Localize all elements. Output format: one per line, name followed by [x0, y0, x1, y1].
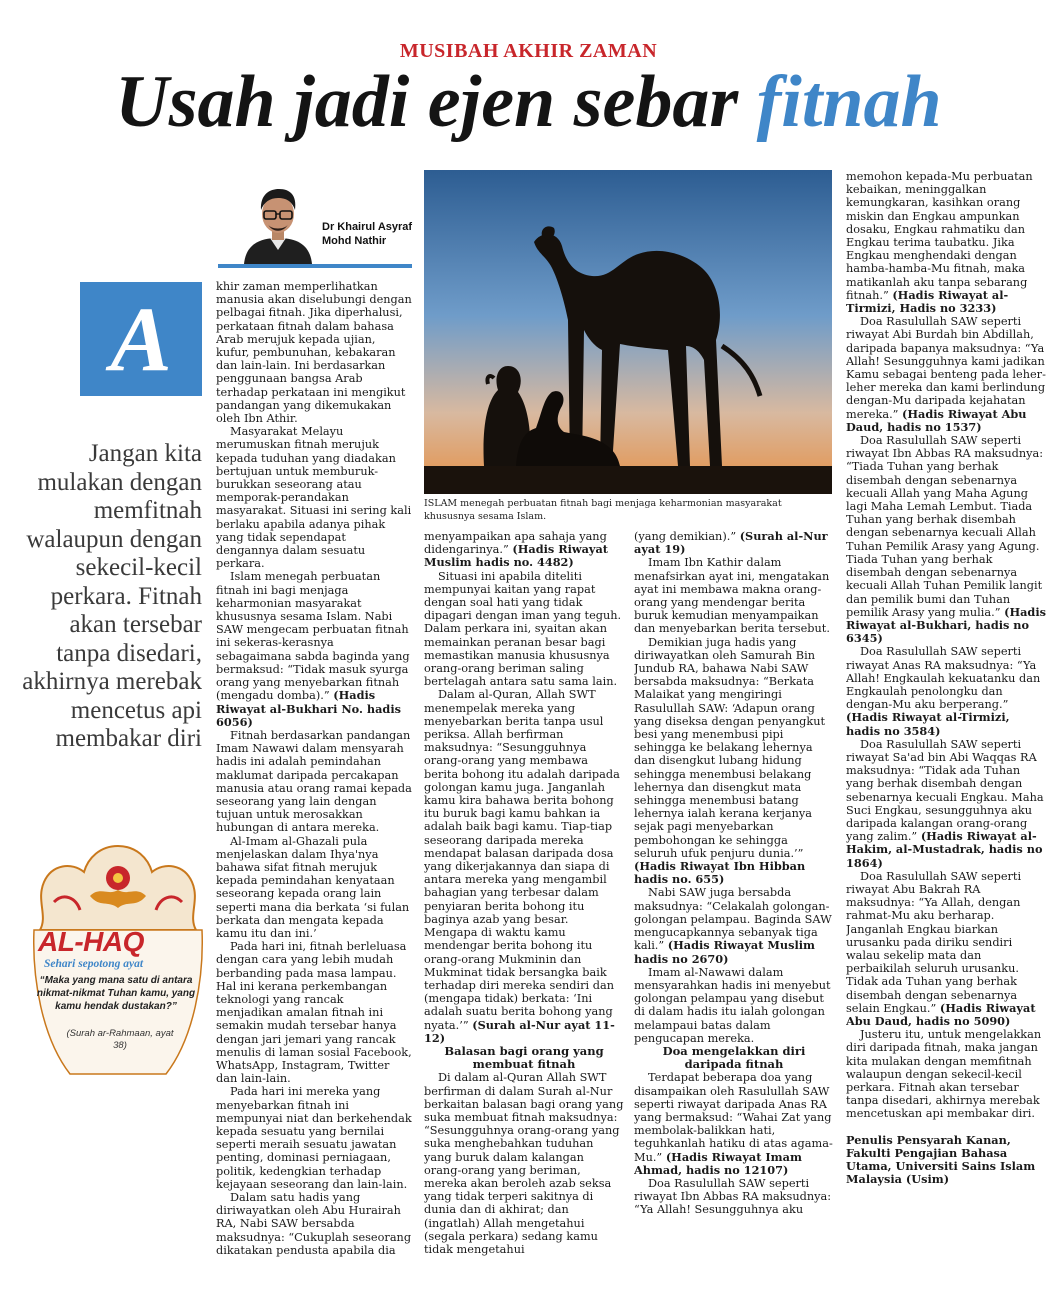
article-column-3 [634, 530, 834, 1280]
citation: (Hadis Riwayat Muslim hadis no. 4482) [424, 542, 609, 570]
photo-caption: ISLAM menegah perbuatan fitnah bagi menjaga keharmonian masyarakat khususnya sesama Islam. [424, 498, 782, 522]
paragraph-text: Nabi SAW juga bersabda maksudnya: “Celakalah golongan-golongan pelampau. Baginda SAW mengucapkannya sebanyak tiga kali.” [634, 886, 832, 953]
paragraph [424, 530, 624, 570]
paragraph: Imam al-Nawawi dalam mensyarahkan hadis ini menyebut golongan pelampau yang disebut di dalam hadis itu ialah golongan melampaui batas dalam pengucapan mereka. [634, 965, 831, 1045]
author-avatar [240, 178, 316, 264]
paragraph: Justeru itu, untuk mengelakkan diri daripada fitnah, maka jangan kita mulakan dengan memfitnah walaupun dengan sekecil-kecil perkara. Fitnah akan tersebar tanpa disedari, akhirnya merebak mencetuskan api membakar diri. [846, 1028, 1042, 1121]
paragraph-text: Islam menegah perbuatan fitnah ini bagi menjaga keharmonian masyarakat khususnya sesama Islam. Nabi SAW mengecam perbuatan fitnah ini sekeras-kerasnya sebagaimana sabda baginda yang bermaksud: “Tidak masuk syurga orang yang menyebarkan fitnah (mengadu domba).” [216, 570, 410, 703]
paragraph [846, 645, 1046, 737]
article-column-1 [216, 280, 412, 1280]
citation: (Hadis Riwayat Ibn Hibban hadis no. 655) [634, 859, 806, 887]
paragraph [846, 870, 1046, 1028]
citation: (Hadis Riwayat Muslim hadis no 2670) [634, 938, 815, 966]
paragraph: Fitnah berdasarkan pandangan Imam Nawawi dalam mensyarah hadis ini adalah pemindahan maklumat daripada percakapan manusia atau orang ramai kepada seseorang yang lain dengan tujuan untuk merosakkan hubungan di antara mereka. [216, 728, 412, 835]
citation: (Hadis Riwayat al-Hakim, al-Mustadrak, hadis no 1864) [846, 829, 1043, 870]
headline-accent: fitnah [756, 61, 942, 143]
citation: (Hadis Riwayat al-Bukhari No. hadis 6056) [216, 688, 401, 729]
citation: (Hadis Riwayat al-Bukhari, hadis no 6345) [846, 604, 1046, 646]
paragraph: Pada hari ini mereka yang menyebarkan fitnah ini mempunyai niat dan berkehendak kepada sesuatu yang bernilai seperti meraih sesuatu jawatan penting, dominasi perniagaan, politik, kedengkian terhadap kejayaan seseorang dan lain-lain. [216, 1085, 412, 1191]
citation: (Hadis Riwayat Abu Daud, hadis no 5090) [846, 1000, 1036, 1028]
paragraph [424, 688, 624, 1044]
paragraph-text: Doa Rasulullah SAW seperti riwayat Abi Burdah bin Abdillah, daripada bapanya maksudnya: “Ya Allah! Sesungguhnya kami jadikan Kamu sebagai benteng pada leher-leher mereka dan kami berlindung dengan-Mu daripada kejahatan mereka.” [846, 315, 1046, 421]
paragraph [846, 738, 1046, 870]
paragraph: Situasi ini apabila diteliti mempunyai kaitan yang rapat dengan soal hati yang tidak dipagari dengan iman yang teguh. Dalam perkara ini, syaitan akan memainkan peranan besar bagi memastikan manusia khususnya orang-orang beriman saling bertelagah antara satu sama lain. [424, 569, 622, 689]
paragraph-text: Doa Rasulullah SAW seperti riwayat Sa'ad bin Abi Waqqas RA maksudnya: “Tidak ada Tuhan yang berhak disembah dengan sebenarnya kecuali Engkau. Maha Suci Engkau, sesungguhnya aku daripada kalangan orang-orang yang zalim.” [846, 737, 1044, 844]
paragraph [634, 1071, 834, 1177]
article-column-2 [424, 530, 624, 1280]
paragraph-text: menyampaikan apa sahaja yang didengarinya.” [424, 530, 607, 557]
paragraph: khir zaman memperlihatkan manusia akan diselubungi dengan pelbagai fitnah. Jika diperhalusi, perkataan fitnah dalam bahasa Arab merujuk kepada ujian, kufur, pembunuhan, kebakaran dan lain-lain. Ini berdasarkan penggunaan bangsa Arab terhadap perkataan ini mengikut pandangan yang dikemukakan oleh Ibn Athir. [216, 280, 412, 426]
paragraph [634, 636, 834, 887]
paragraph: Dalam satu hadis yang diriwayatkan oleh Abu Hurairah RA, Nabi SAW bersabda maksudnya: “Cukuplah seseorang dikatakan pendusta apabila dia [216, 1191, 412, 1257]
paragraph-text: Demikian juga hadis yang diriwayatkan oleh Samurah Bin Jundub RA, bahawa Nabi SAW bersabda maksudnya: “Berkata Malaikat yang mengiringi Rasulullah SAW: ‘Adapun orang yang diseksa dengan penyangkut besi yang menembusi pipi sehingga ke belakang lehernya dan disengkut lubang hidung sehingga menembusi belakang lehernya dan disengkut mata sehingga menembusi batang lehernya ialah kerana kerjanya sejak pagi menyebarkan pembohongan ke sehingga seluruh ufuk penjuru dunia.’” [634, 635, 826, 860]
section-kicker: MUSIBAH AKHIR ZAMAN [399, 40, 658, 62]
camel-photo [424, 170, 832, 494]
citation: (Hadis Riwayat al-Tirmizi, Hadis no 3233) [846, 287, 1009, 316]
paragraph-text: Dalam al-Quran, Allah SWT menempelak mereka yang menyebarkan berita tanpa usul periksa. Allah berfirman maksudnya: “Sesungguhnya orang-orang yang membawa berita bohong itu adalah daripada golongan kamu juga. Janganlah kamu kira bahawa berita bohong itu buruk bagi kamu bahkan ia adalah baik bagi kamu. Tiap-tiap seseorang daripada mereka mendapat balasan daripada dosa yang dikerjakannya dan siapa di antara mereka yang mengambil bahagian yang terbesar dalam penyiaran berita bohong itu baginya azab yang besar. Mengapa di waktu kamu mendengar berita bohong itu orang-orang Mukminin dan Mukminat tidak bersangka baik terhadap diri mereka sendiri dan (mengapa tidak) berkata: ‘Ini adalah suatu berita bohong yang nyata.’” [424, 688, 620, 1032]
author-name: Dr Khairul Asyraf Mohd Nathir [322, 221, 413, 247]
al-haq-box [30, 838, 206, 1082]
citation: (Surah al-Nur ayat 19) [634, 530, 828, 557]
subheading: Balasan bagi orang yang membuat fitnah [444, 1043, 604, 1072]
paragraph-text: Terdapat beberapa doa yang disampaikan oleh Rasulullah SAW seperti riwayat daripada Anas RA yang bermaksud: “Wahai Zat yang membolak-balikkan hati, teguhkanlah hatiku di atas agama-Mu.” [634, 1071, 833, 1164]
paragraph [634, 886, 834, 965]
citation: (Hadis Riwayat Imam Ahmad, hadis no 12107) [634, 1149, 802, 1177]
paragraph [846, 170, 1046, 315]
pull-quote: Jangan kita mulakan dengan memfitnah walaupun dengan sekecil-kecil perkara. Fitnah akan tersebar tanpa disedari, akhirnya merebak mencetus api membakar diri [22, 440, 202, 752]
citation: (Hadis Riwayat Abu Daud, hadis no 1537) [846, 406, 1027, 434]
paragraph [846, 315, 1046, 434]
paragraph: Al-Imam al-Ghazali pula menjelaskan dalam Ihya'nya bahawa sifat fitnah merujuk kepada pemindahan kenyataan seseorang kepada orang lain seperti mana dia berkata ‘si fulan berkata dan mengata kepada kamu itu dan ini.’ [216, 834, 410, 940]
author-byline [218, 174, 412, 268]
paragraph-text: Doa Rasulullah SAW seperti riwayat Ibn Abbas RA maksudnya: “Tiada Tuhan yang berhak disembah dengan sebenarnya kecuali Allah yang Maha Agung lagi Maha Lemah Lembut. Tiada Tuhan yang berhak disembah dengan sebenarnya kecuali Allah Tuhan Pemilik Arasy yang Agung. Tiada Tuhan yang berhak disembah dengan sebenarnya kecuali Allah Tuhan Pemilik langit dan pemilik bumi dan Tuhan pemilik Arasy yang mulia.” [846, 434, 1044, 619]
paragraph-text: Doa Rasulullah SAW seperti riwayat Anas RA maksudnya: “Ya Allah! Engkaulah kekuatanku dan Engkaulah penolongku dan dengan-Mu aku berperang.” [846, 645, 1041, 712]
paragraph-text: (yang demikian).” [634, 530, 737, 543]
drop-cap: A [80, 282, 202, 396]
paragraph: Doa Rasulullah SAW seperti riwayat Ibn Abbas RA maksudnya: “Ya Allah! Sesungguhnya aku [634, 1176, 832, 1217]
paragraph: Masyarakat Melayu merumuskan fitnah merujuk kepada tuduhan yang diadakan bertujuan untuk memburuk-burukkan seseorang atau memporak-perandakan masyarakat. Situasi ini sering kali berlaku apabila adanya pihak yang tidak sependapat dengannya dalam sesuatu perkara. [216, 425, 412, 571]
citation: (Surah al-Nur ayat 11-12) [424, 1017, 615, 1045]
citation: (Hadis Riwayat al-Tirmizi, hadis no 3584) [846, 710, 1010, 738]
article-column-4 [846, 170, 1046, 1280]
al-haq-source: (Surah ar-Rahmaan, ayat 38) [66, 1028, 174, 1051]
paragraph-text: memohon kepada-Mu perbuatan kebaikan, meninggalkan kemungkaran, kasihkan orang miskin dan Engkau ampunkan dosaku, Engkau rahmatiku dan Engkau terima taubatku. Jika Engkau menghendaki dengan hamba-hamba-Mu fitnah, maka matikanlah aku tanpa sebarang fitnah.” [846, 170, 1033, 302]
al-haq-subtitle: Sehari sepotong ayat [44, 958, 144, 970]
paragraph [846, 434, 1046, 645]
al-haq-title: AL-HAQ [38, 926, 144, 957]
paragraph [216, 570, 412, 728]
subheading: Doa mengelakkan diri daripada fitnah [662, 1043, 806, 1072]
paragraph: Pada hari ini, fitnah berleluasa dengan cara yang lebih mudah berbanding pada masa lampau. Hal ini kerana perkembangan teknologi yang rancak menjadikan amalan fitnah ini semakin mudah tersebar hanya dengan jari jemari yang rancak menulis di laman sosial Facebook, WhatsApp, Instagram, Twitter dan lain-lain. [216, 940, 412, 1086]
paragraph: Di dalam al-Quran Allah SWT berfirman di dalam Surah al-Nur berkaitan balasan bagi orang yang suka membuat fitnah maksudnya: “Sesungguhnya orang-orang yang suka menghebahkan tuduhan yang buruk dalam kalangan orang-orang yang beriman, mereka akan beroleh azab seksa yang tidak terperi sakitnya di dunia dan di akhirat; dan (ingatlah) Allah mengetahui (segala perkara) sedang kamu tidak mengetahui [424, 1071, 624, 1256]
paragraph-text: Doa Rasulullah SAW seperti riwayat Abu Bakrah RA maksudnya: “Ya Allah, dengan rahmat-Mu aku berharap. Janganlah Engkau biarkan urusanku pada diriku sendiri walau sekelip mata dan perbaikilah seluruh urusanku. Tidak ada Tuhan yang berhak disembah dengan sebenarnya selain Engkau.” [846, 869, 1022, 1015]
author-signature: Penulis Pensyarah Kanan, Fakulti Pengajian Bahasa Utama, Universiti Sains Islam Malaysia (Usim) [846, 1132, 1036, 1187]
al-haq-verse: “Maka yang mana satu di antara nikmat-nikmat Tuhan kamu, yang kamu hendak dustakan?” [36, 975, 196, 1012]
headline [0, 62, 1057, 143]
paragraph: Imam Ibn Kathir dalam menafsirkan ayat ini, mengatakan ayat ini membawa makna orang-orang yang mendengar berita buruk kemudian menyampaikan dan menyebarkan berita tersebut. [634, 556, 830, 636]
paragraph [634, 530, 834, 556]
headline-main: Usah jadi ejen sebar [115, 61, 757, 143]
